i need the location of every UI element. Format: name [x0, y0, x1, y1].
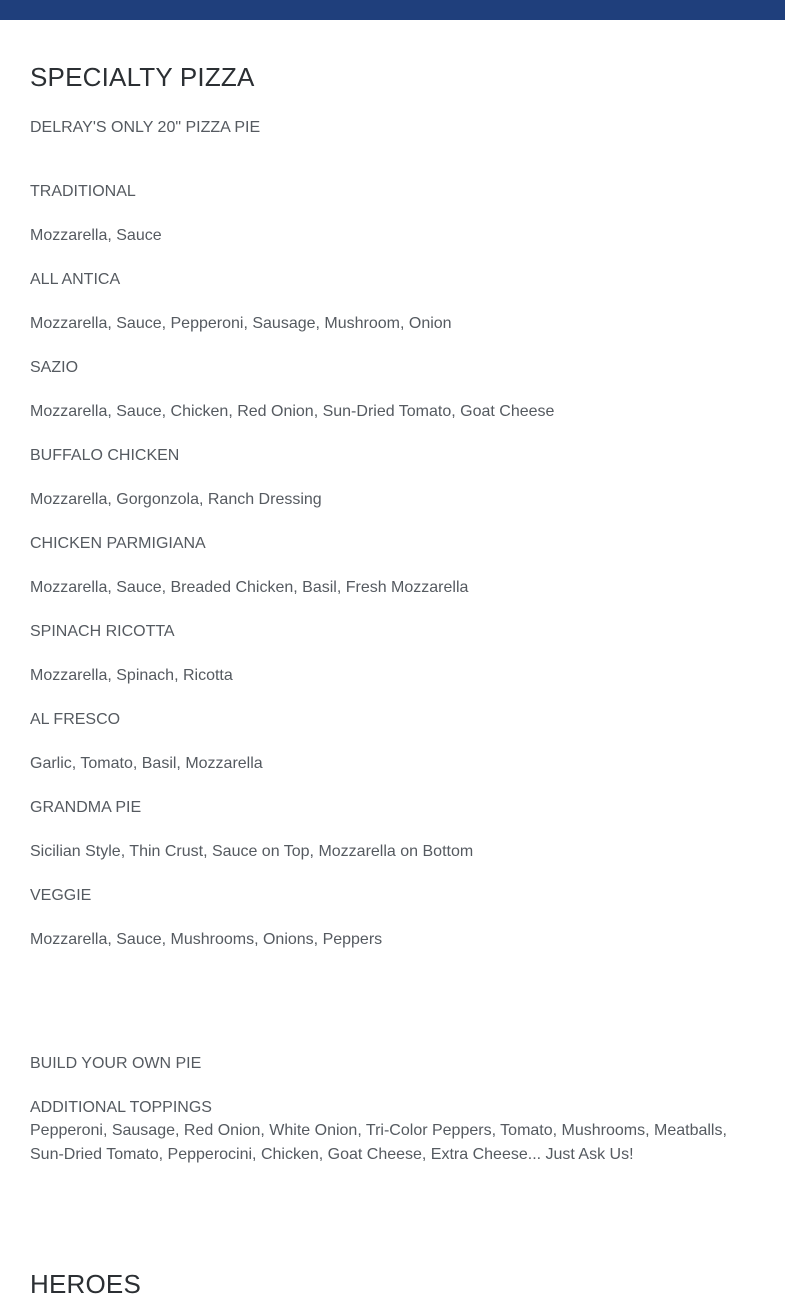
- pizza-ingredients: Mozzarella, Sauce: [30, 227, 162, 244]
- pizza-name: AL FRESCO: [30, 711, 121, 728]
- additional-toppings-heading: ADDITIONAL TOPPINGS: [30, 1099, 212, 1116]
- pizza-ingredients: Garlic, Tomato, Basil, Mozzarella: [30, 755, 263, 772]
- pizza-ingredients: Mozzarella, Sauce, Pepperoni, Sausage, Mushroom, Onion: [30, 315, 452, 332]
- specialty-pizza-list: [30, 181, 755, 973]
- additional-toppings-block: [30, 1097, 755, 1167]
- pizza-name: VEGGIE: [30, 887, 92, 904]
- pizza-name: SAZIO: [30, 359, 79, 376]
- pizza-name: CHICKEN PARMIGIANA: [30, 535, 206, 552]
- pizza-ingredients: Mozzarella, Sauce, Mushrooms, Onions, Peppers: [30, 931, 383, 948]
- pizza-name: TRADITIONAL: [30, 183, 136, 200]
- top-navigation-bar: [0, 0, 785, 20]
- pizza-name: ALL ANTICA: [30, 271, 121, 288]
- pizza-name: BUFFALO CHICKEN: [30, 447, 180, 464]
- pizza-ingredients: Mozzarella, Sauce, Breaded Chicken, Basil, Fresh Mozzarella: [30, 579, 469, 596]
- pizza-name: GRANDMA PIE: [30, 799, 142, 816]
- pizza-ingredients: Mozzarella, Gorgonzola, Ranch Dressing: [30, 491, 322, 508]
- specialty-pizza-subtitle: DELRAY'S ONLY 20" PIZZA PIE: [30, 119, 261, 136]
- specialty-pizza-heading: SPECIALTY PIZZA: [30, 62, 255, 92]
- additional-toppings-list: Pepperoni, Sausage, Red Onion, White Onion, Tri-Color Peppers, Tomato, Mushrooms, Meatballs, Sun-Dried Tomato, Pepperocini, Chicken, Goat Cheese, Extra Cheese... Just Ask Us!: [30, 1122, 727, 1163]
- build-your-own-heading: BUILD YOUR OWN PIE: [30, 1055, 202, 1072]
- pizza-ingredients: Mozzarella, Spinach, Ricotta: [30, 667, 233, 684]
- pizza-ingredients: Mozzarella, Sauce, Chicken, Red Onion, Sun-Dried Tomato, Goat Cheese: [30, 403, 555, 420]
- pizza-ingredients: Sicilian Style, Thin Crust, Sauce on Top, Mozzarella on Bottom: [30, 843, 474, 860]
- pizza-name: SPINACH RICOTTA: [30, 623, 175, 640]
- heroes-heading: HEROES: [30, 1269, 142, 1296]
